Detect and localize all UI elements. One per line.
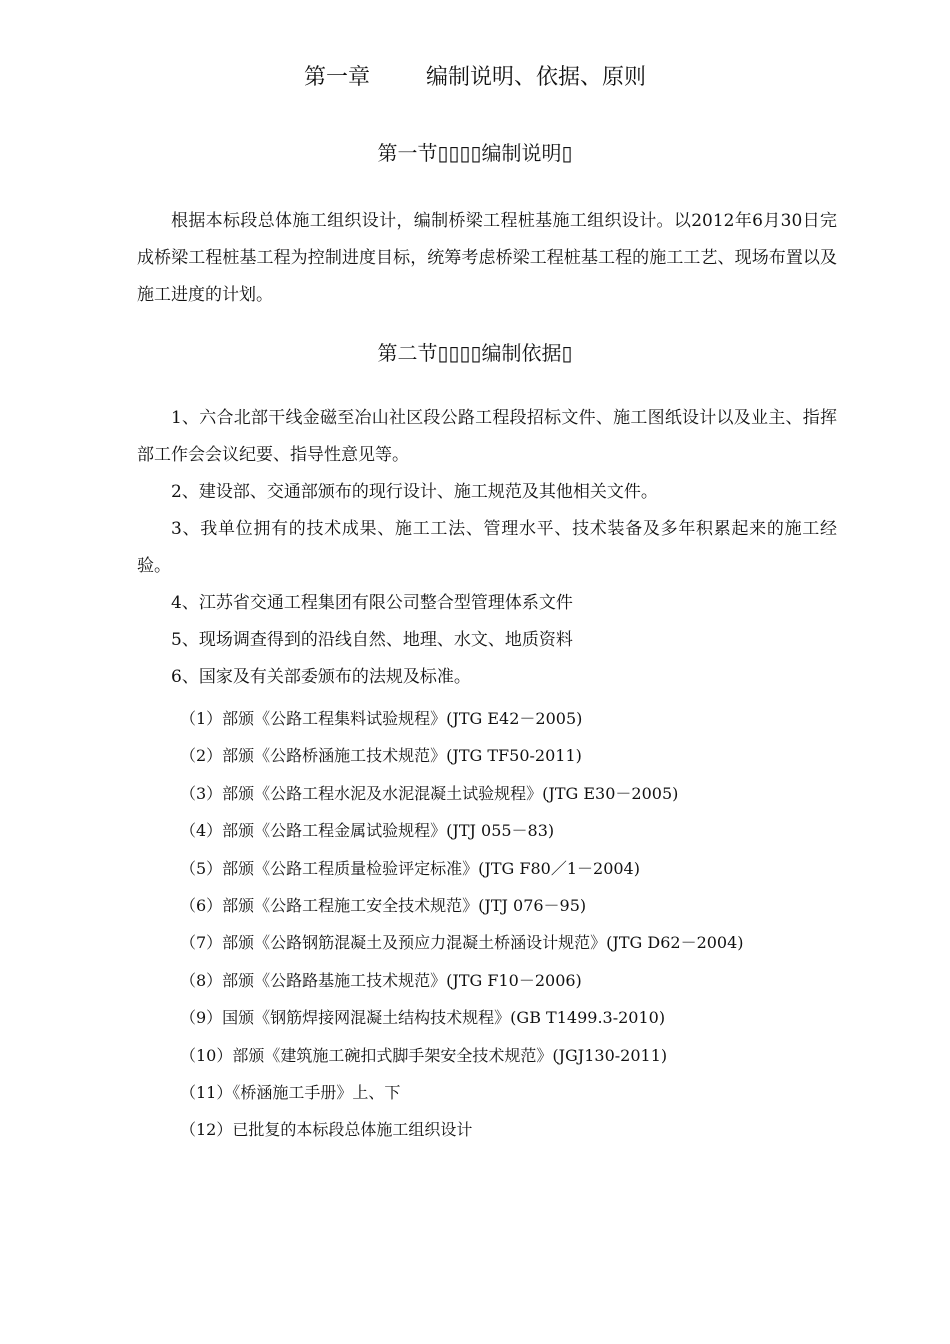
chapter-title: 第一章 编制说明、依据、原则 <box>304 65 646 90</box>
basis-list <box>137 400 837 696</box>
basis-item: 1、六合北部干线金磁至冶山社区段公路工程段招标文件、施工图纸设计以及业主、指挥部工作会会议纪要、指导性意见等。 <box>137 408 837 465</box>
standard-item: （3）部颁《公路工程水泥及水泥混凝土试验规程》(JTG E30－2005) <box>180 783 679 803</box>
basis-item: 2、建设部、交通部颁布的现行设计、施工规范及其他相关文件。 <box>171 482 658 502</box>
basis-item: 6、国家及有关部委颁布的法规及标准。 <box>171 667 471 687</box>
standard-item: （7）部颁《公路钢筋混凝土及预应力混凝土桥涵设计规范》(JTG D62－2004) <box>180 933 744 953</box>
standard-item: （9）国颁《钢筋焊接网混凝土结构技术规程》(GB T1499.3-2010) <box>180 1008 666 1028</box>
standards-list <box>180 700 860 1149</box>
basis-item: 5、现场调查得到的沿线自然、地理、水文、地质资料 <box>171 630 573 650</box>
basis-item: 4、江苏省交通工程集团有限公司整合型管理体系文件 <box>171 593 573 613</box>
standard-item: （1）部颁《公路工程集料试验规程》(JTG E42－2005) <box>180 709 583 728</box>
standard-item: （12）已批复的本标段总体施工组织设计 <box>180 1120 473 1140</box>
intro-paragraph: 根据本标段总体施工组织设计，编制桥梁工程桩基施工组织设计。以2012年6月30日完成桥梁工程桩基工程为控制进度目标，统筹考虑桥梁工程桩基工程的施工工艺、现场布置以及施工进度的计划。 <box>137 211 837 305</box>
standard-item: （10）部颁《建筑施工碗扣式脚手架安全技术规范》(JGJ130-2011) <box>180 1045 668 1065</box>
standard-item: （8）部颁《公路路基施工技术规范》(JTG F10－2006) <box>180 970 582 990</box>
standard-item: （5）部颁《公路工程质量检验评定标准》(JTG F80／1－2004) <box>180 858 640 878</box>
standard-item: （6）部颁《公路工程施工安全技术规范》(JTJ 076－95) <box>180 896 587 916</box>
basis-item: 3、我单位拥有的技术成果、施工工法、管理水平、技术装备及多年积累起来的施工经验。 <box>137 519 837 576</box>
section-title-compilation-basis: 第二节▯▯▯▯编制依据▯ <box>377 341 573 365</box>
standard-item: （2）部颁《公路桥涵施工技术规范》(JTG TF50-2011) <box>180 746 582 766</box>
standard-item: （4）部颁《公路工程金属试验规程》(JTJ 055－83) <box>180 821 555 841</box>
section-title-compilation-notes: 第一节▯▯▯▯编制说明▯ <box>377 141 573 165</box>
standard-item: （11）《桥涵施工手册》上、下 <box>180 1083 401 1103</box>
